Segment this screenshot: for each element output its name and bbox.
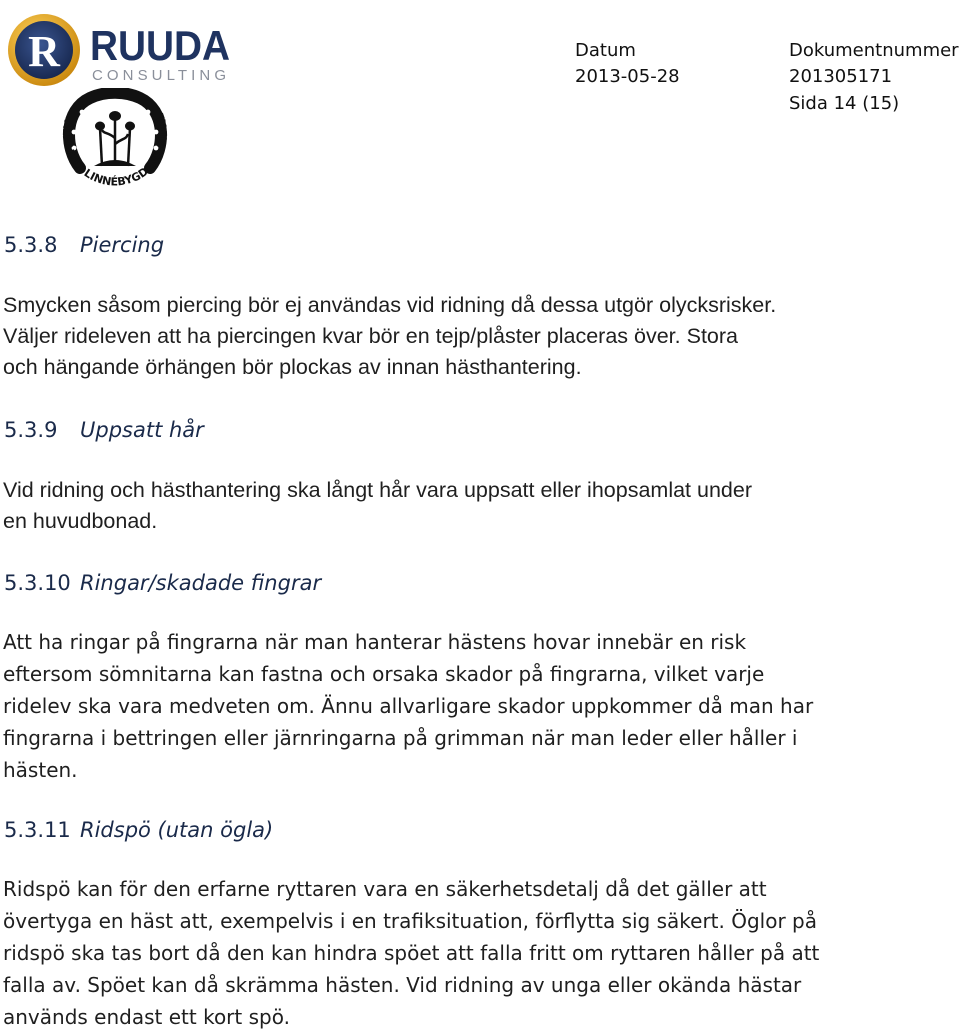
body-line: ridelev ska vara medveten om. Ännu allvarligare skador uppkommer då man har [3, 694, 814, 718]
document-number-label: Dokumentnummer [789, 40, 959, 61]
section-number: 5.3.8 [4, 233, 58, 257]
section-heading [4, 233, 164, 257]
body-line: används endast ett kort spö. [3, 1005, 290, 1029]
date-label: Datum [575, 40, 636, 61]
body-line: Väljer rideleven att ha piercingen kvar bör en tejp/plåster placeras över. Stora [3, 324, 738, 348]
section-body [3, 626, 953, 786]
body-line: fingrarna i bettringen eller järnringarna på grimman när man leder eller håller i [3, 726, 798, 750]
section-number: 5.3.11 [4, 818, 71, 842]
date-value: 2013-05-28 [575, 66, 680, 87]
body-line: Ridspö kan för den erfarne ryttaren vara en säkerhetsdetalj då det gäller att [3, 877, 767, 901]
body-line: eftersom sömnitarna kan fastna och orsaka skador på fingrarna, vilket varje [3, 662, 765, 686]
section-title: Uppsatt hår [80, 418, 204, 442]
club-name-arc: ÄLMHULT LINNÉBYGDENS RIDKL [59, 111, 171, 189]
section-number: 5.3.10 [4, 571, 71, 595]
section-title: Piercing [80, 233, 165, 257]
section-body [3, 873, 953, 1033]
body-line: falla av. Spöet kan då skrämma hästen. Vid ridning av unga eller okända hästar [3, 973, 802, 997]
section-body [3, 290, 953, 383]
logo-company-subtitle: CONSULTING [92, 67, 226, 84]
document-number-value: 201305171 [789, 66, 893, 87]
body-line: Smycken såsom piercing bör ej användas vid ridning då dessa utgör olycksrisker. [3, 293, 777, 317]
body-line: och hängande örhängen bör plockas av innan hästhantering. [3, 355, 582, 379]
body-line: ridspö ska tas bort då den kan hindra spöet att falla fritt om ryttaren håller på att [3, 941, 820, 965]
body-line: Att ha ringar på fingrarna när man hanterar hästens hovar innebär en risk [3, 630, 747, 654]
section-title: Ridspö (utan ögla) [80, 818, 274, 842]
section-heading [4, 418, 204, 442]
body-line: en huvudbonad. [3, 509, 158, 533]
logo-company-name: RUUDA [90, 22, 230, 69]
section-heading [4, 571, 321, 595]
section-heading [4, 818, 273, 842]
section-body [3, 475, 953, 537]
section-title: Ringar/skadade fingrar [80, 571, 322, 595]
ruuda-consulting-logo [6, 8, 236, 88]
logo-emblem-letter: R [28, 27, 60, 76]
page-indicator: Sida 14 (15) [789, 93, 900, 114]
body-line: hästen. [3, 758, 78, 782]
body-line: övertyga en häst att, exempelvis i en trafiksituation, förflytta sig säkert. Öglor på [3, 909, 817, 933]
section-number: 5.3.9 [4, 418, 58, 442]
body-line: Vid ridning och hästhantering ska långt hår vara uppsatt eller ihopsamlat under [3, 478, 752, 502]
riding-club-emblem [50, 88, 180, 208]
